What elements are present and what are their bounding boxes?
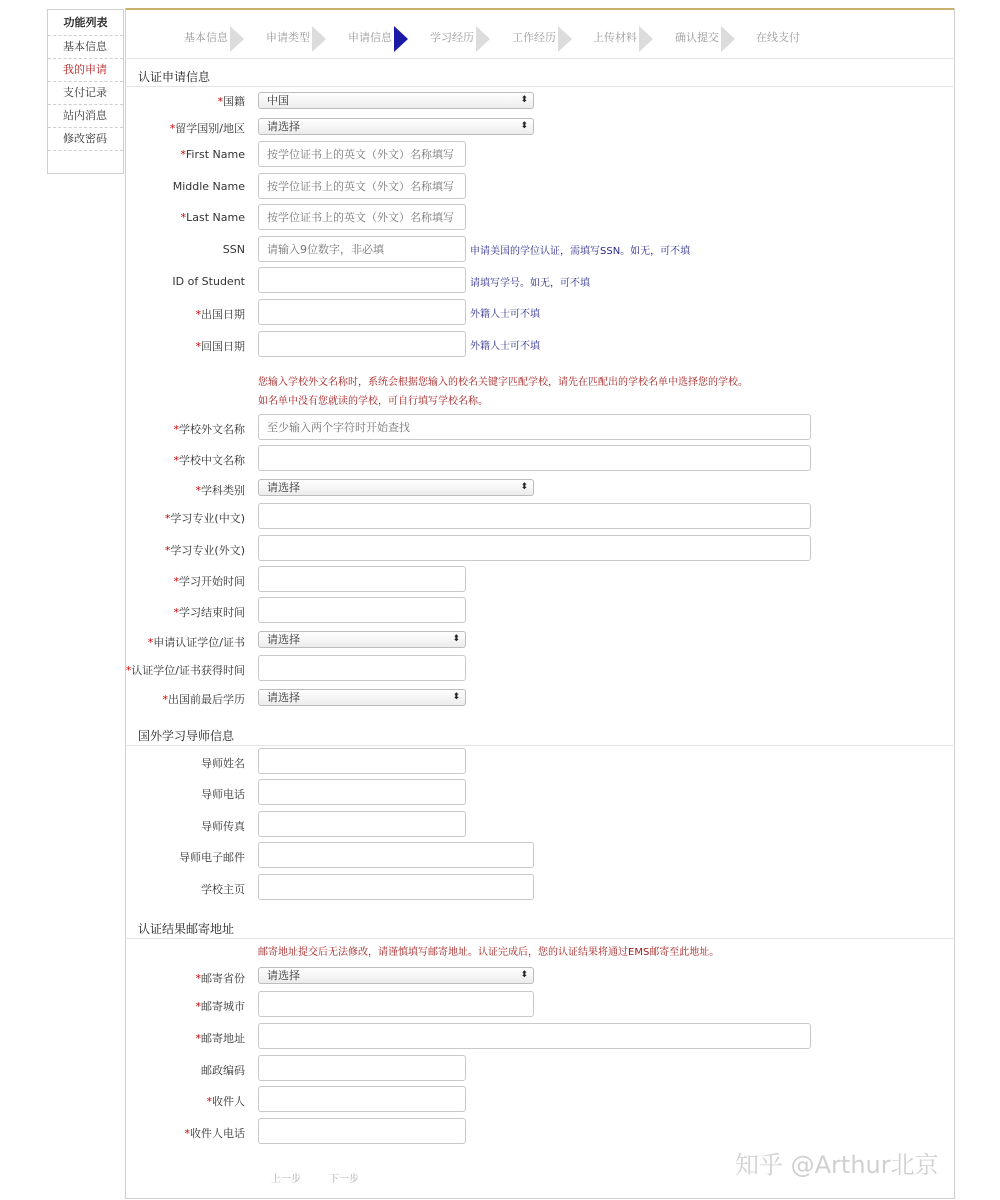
mail-city-label: *邮寄城市: [195, 1000, 245, 1013]
sidebar-item-messages[interactable]: 站内消息: [48, 105, 123, 128]
subject-label: *学科类别: [195, 484, 245, 497]
tutor-email-input[interactable]: [258, 842, 534, 868]
first-name-input[interactable]: [258, 141, 466, 167]
tutor-name-label: 导师姓名: [201, 757, 245, 770]
study-end-input[interactable]: [258, 597, 466, 623]
mail-address-label: *邮寄地址: [195, 1032, 245, 1045]
function-sidebar: [47, 9, 124, 174]
step-arrow-icon: [476, 26, 490, 52]
watermark: 知乎 @Arthur北京: [735, 1151, 939, 1179]
school-note-line-1: 您输入学校外文名称时，系统会根据您输入的校名关键字匹配学校，请先在匹配出的学校名单中选择您的学校。: [258, 377, 748, 388]
study-country-label: *留学国别/地区: [169, 122, 245, 135]
prev-step-button[interactable]: 上一步: [271, 1174, 301, 1185]
school-cn-input[interactable]: [258, 445, 811, 471]
return-date-hint: 外籍人士可不填: [470, 341, 540, 352]
prior-edu-select[interactable]: 请选择 ⬍: [258, 689, 466, 706]
step-arrow-icon: [312, 26, 326, 52]
postcode-label: 邮政编码: [201, 1064, 245, 1077]
nationality-select[interactable]: 中国 ⬍: [258, 92, 534, 109]
mail-address-input[interactable]: [258, 1023, 811, 1049]
first-name-label: *First Name: [180, 148, 245, 161]
select-arrow-icon: ⬍: [520, 970, 528, 980]
mail-note: 邮寄地址提交后无法修改，请谨慎填写邮寄地址。认证完成后，您的认证结果将通过EMS邮寄至此地址。: [258, 947, 720, 958]
mail-province-select[interactable]: 请选择 ⬍: [258, 967, 534, 984]
divider: [125, 58, 953, 59]
sidebar-item-basic-info[interactable]: 基本信息: [48, 36, 123, 59]
school-foreign-label: *学校外文名称: [173, 423, 245, 436]
sidebar-item-my-application[interactable]: 我的申请: [48, 59, 123, 82]
last-name-label: *Last Name: [180, 211, 245, 224]
recipient-phone-label: *收件人电话: [184, 1127, 245, 1140]
degree-time-label: *认证学位/证书获得时间: [125, 664, 245, 677]
section-title-tutor-info: 国外学习导师信息: [138, 729, 235, 743]
middle-name-label: Middle Name: [172, 180, 245, 193]
step-arrow-icon: [230, 26, 244, 52]
nationality-label: *国籍: [217, 95, 245, 108]
depart-date-hint: 外籍人士可不填: [470, 309, 540, 320]
return-date-label: *回国日期: [195, 340, 245, 353]
step-arrow-icon: [394, 26, 408, 52]
degree-label: *申请认证学位/证书: [147, 636, 245, 649]
tutor-phone-label: 导师电话: [201, 788, 245, 801]
progress-steps: 基本信息 申请类型 申请信息 学习经历 工作经历 上传材料 确认提交 在线支付: [126, 23, 954, 53]
step-arrow-icon: [639, 26, 653, 52]
section-title-apply-info: 认证申请信息: [138, 70, 211, 84]
ssn-input[interactable]: [258, 236, 466, 262]
ssn-label: SSN: [222, 243, 245, 256]
postcode-input[interactable]: [258, 1055, 466, 1081]
student-id-input[interactable]: [258, 267, 466, 293]
major-cn-input[interactable]: [258, 503, 811, 529]
major-foreign-label: *学习专业(外文): [164, 544, 245, 557]
select-arrow-icon: ⬍: [452, 634, 460, 644]
return-date-input[interactable]: [258, 331, 466, 357]
school-home-label: 学校主页: [201, 883, 245, 896]
ssn-hint: 申请美国的学位认证，需填写SSN。如无，可不填: [470, 246, 691, 257]
study-end-label: *学习结束时间: [173, 606, 245, 619]
subject-select[interactable]: 请选择 ⬍: [258, 479, 534, 496]
last-name-input[interactable]: [258, 204, 466, 230]
sidebar-item-payment-records[interactable]: 支付记录: [48, 82, 123, 105]
divider: [125, 938, 953, 939]
degree-select[interactable]: 请选择 ⬍: [258, 631, 466, 648]
degree-time-input[interactable]: [258, 655, 466, 681]
tutor-fax-input[interactable]: [258, 811, 466, 837]
study-country-select[interactable]: 请选择 ⬍: [258, 118, 534, 135]
select-arrow-icon: ⬍: [520, 482, 528, 492]
sidebar-item-change-password[interactable]: 修改密码: [48, 128, 123, 151]
divider: [125, 86, 953, 87]
mail-city-input[interactable]: [258, 991, 534, 1017]
school-home-input[interactable]: [258, 874, 534, 900]
tutor-fax-label: 导师传真: [201, 820, 245, 833]
depart-date-label: *出国日期: [195, 308, 245, 321]
school-foreign-input[interactable]: [258, 414, 811, 440]
student-id-hint: 请填写学号。如无，可不填: [470, 278, 590, 289]
step-arrow-icon: [558, 26, 572, 52]
tutor-email-label: 导师电子邮件: [179, 851, 245, 864]
step-arrow-icon: [721, 26, 735, 52]
main-panel: [125, 8, 955, 1199]
prior-edu-label: *出国前最后学历: [162, 693, 245, 706]
recipient-label: *收件人: [206, 1095, 245, 1108]
recipient-input[interactable]: [258, 1086, 466, 1112]
mail-province-label: *邮寄省份: [195, 972, 245, 985]
major-foreign-input[interactable]: [258, 535, 811, 561]
school-note-line-2: 如名单中没有您就读的学校，可自行填写学校名称。: [258, 396, 488, 407]
tutor-phone-input[interactable]: [258, 779, 466, 805]
major-cn-label: *学习专业(中文): [164, 512, 245, 525]
recipient-phone-input[interactable]: [258, 1118, 466, 1144]
section-title-mail-info: 认证结果邮寄地址: [138, 922, 235, 936]
select-arrow-icon: ⬍: [452, 692, 460, 702]
middle-name-input[interactable]: [258, 173, 466, 199]
study-start-label: *学习开始时间: [173, 575, 245, 588]
school-cn-label: *学校中文名称: [173, 454, 245, 467]
select-arrow-icon: ⬍: [520, 121, 528, 131]
tutor-name-input[interactable]: [258, 748, 466, 774]
next-step-button[interactable]: 下一步: [329, 1174, 359, 1185]
divider: [125, 745, 953, 746]
study-start-input[interactable]: [258, 566, 466, 592]
select-arrow-icon: ⬍: [520, 95, 528, 105]
depart-date-input[interactable]: [258, 299, 466, 325]
sidebar-title: 功能列表: [48, 10, 123, 36]
student-id-label: ID of Student: [172, 275, 245, 288]
